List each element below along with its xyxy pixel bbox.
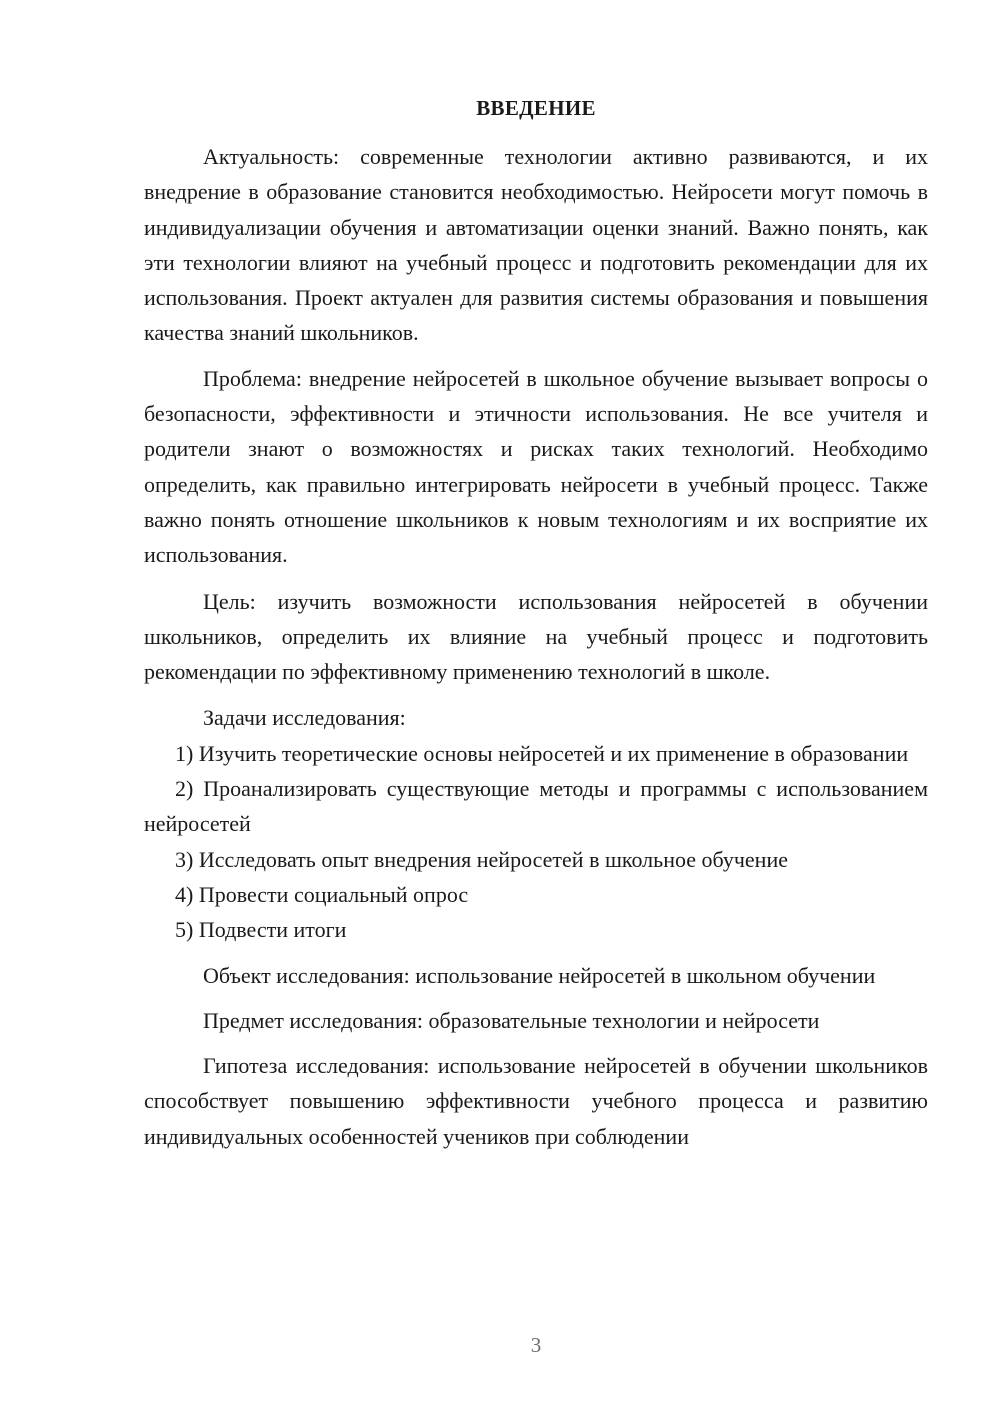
task-item: 4) Провести социальный опрос (175, 881, 469, 907)
document-body (144, 139, 928, 1154)
problem-paragraph: Проблема: внедрение нейросетей в школьное обучение вызывает вопросы о безопасности, эффективности и этичности использования. Не все учителя и родители знают о возможностях и рисках таких технологий. Необходимо определить, как правильно интегрировать нейросети в учебный процесс. Также важно понять отношение школьников к новым технологиям и их восприятие их использования. (144, 365, 928, 568)
task-item: 3) Исследовать опыт внедрения нейросетей в школьное обучение (175, 846, 788, 872)
hypothesis-paragraph: Гипотеза исследования: использование нейросетей в обучении школьников способствует повышению эффективности учебного процесса и развитию индивидуальных особенностей учеников при соблюдении (144, 1053, 928, 1149)
goal-paragraph: Цель: изучить возможности использования нейросетей в обучении школьников, определить их влияние на учебный процесс и подготовить рекомендации по эффективному применению технологий в школе. (144, 588, 928, 685)
task-item: 5) Подвести итоги (175, 917, 347, 943)
page-number: 3 (530, 1333, 542, 1357)
relevance-paragraph: Актуальность: современные технологии активно развиваются, и их внедрение в образование становится необходимостью. Нейросети могут помочь в индивидуализации обучения и автоматизации оценки знаний. Важно понять, как эти технологии влияют на учебный процесс и подготовить рекомендации для их использования. Проект актуален для развития системы образования и повышения качества знаний школьников. (144, 144, 928, 346)
section-title: ВВЕДЕНИЕ (476, 96, 596, 120)
subject-paragraph: Предмет исследования: образовательные технологии и нейросети (203, 1007, 820, 1033)
tasks-heading: Задачи исследования: (203, 705, 406, 731)
task-item: 2) Проанализировать существующие методы и программы с использованием нейросетей (144, 776, 928, 837)
task-item: 1) Изучить теоретические основы нейросетей и их применение в образовании (175, 740, 909, 766)
object-paragraph: Объект исследования: использование нейросетей в школьном обучении (203, 962, 876, 988)
tasks-list (144, 736, 928, 948)
